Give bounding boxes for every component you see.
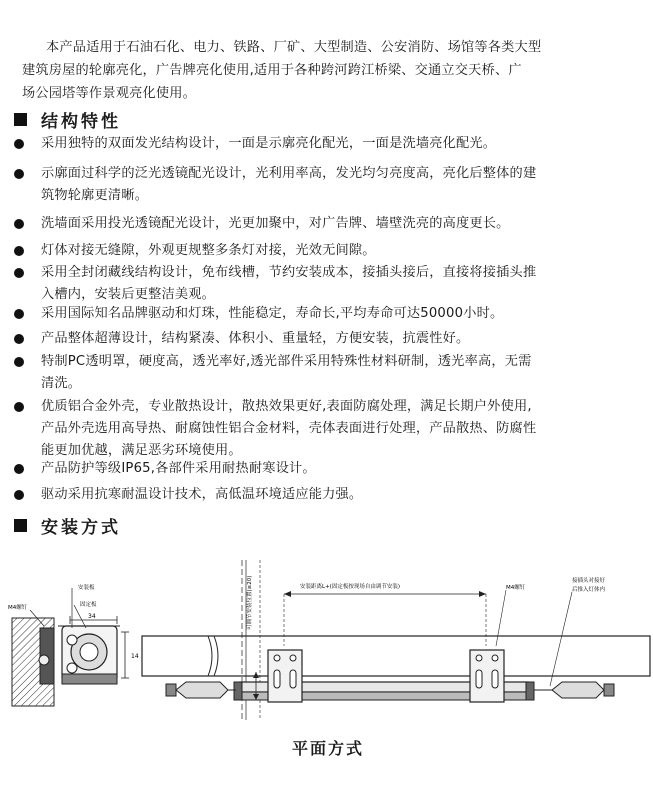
feature-line: 采用全封闭藏线结构设计，免布线槽，节约安装成本，接插头接后，直接将接插头推 [41,265,537,280]
intro-line: 本产品适用于石油石化、电力、铁路、厂矿、大型制造、公安消防、场馆等各类大型 [46,40,542,55]
feature-line: 洗墙面采用投光透镜配光设计，光更加聚中，对广告牌、墙壁洗亮的高度更长。 [41,216,510,231]
section-heading-structure [14,107,121,132]
label-plug-push: 后推入灯体内 [572,587,606,593]
feature-text [41,262,641,306]
feature-text [41,328,641,350]
bullet-dot-icon [14,219,24,229]
bullet-dot-icon [14,402,24,412]
bullet-dot-icon [14,309,24,319]
label-vertical-adjust: 可调节安装位置(≥20) [247,575,253,630]
square-bullet-icon [14,519,27,532]
intro-paragraph [22,36,642,105]
plan-view [142,560,650,720]
bullet-dot-icon [14,169,24,179]
bullet-dot-icon [14,334,24,344]
feature-line: 筑物轮廓更清晰。 [41,188,149,203]
intro-line: 建筑房屋的轮廓亮化，广告牌亮化使用,适用于各种跨河跨江桥梁、交通立交天桥、广 [22,63,522,78]
label-install-spacing: 安装距离L+(固定板按现场自由调节安装) [300,584,400,590]
dim-height: 14 [131,653,139,660]
label-mounting-plate: 安装板 [78,585,95,591]
section-title: 安装方式 [41,518,121,538]
label-m4-screw-right: M4螺钉 [506,585,526,591]
feature-line: 入槽内，安装后更整洁美观。 [41,287,216,302]
feature-line: 优质铝合金外壳，专业散热设计，散热效果更好,表面防腐处理，满足长期户外使用, [41,399,532,414]
feature-text [41,484,641,506]
diagram-caption: 平面方式 [292,739,365,758]
feature-text [41,458,641,480]
label-m4-screw-left: M4螺钉 [8,605,28,611]
feature-text [41,351,641,395]
feature-line: 采用国际知名品牌驱动和灯珠，性能稳定，寿命长,平均寿命可达50000小时。 [41,306,504,321]
feature-line: 产品防护等级IP65,各部件采用耐热耐寒设计。 [41,461,316,476]
feature-line: 灯体对接无缝隙，外观更规整多条灯对接，光效无间隙。 [41,243,376,258]
cross-section-detail [8,583,139,706]
feature-line: 清洗。 [41,376,82,391]
dim-width: 34 [88,613,96,620]
section-heading-install [14,513,121,538]
bullet-dot-icon [14,464,24,474]
bullet-dot-icon [14,490,24,500]
feature-line: 特制PC透明罩，硬度高，透光率好,透光部件采用特殊性材料研制，透光率高，无需 [41,354,532,369]
label-fixing-plate: 固定板 [80,602,97,608]
square-bullet-icon [14,113,27,126]
feature-text [41,396,641,462]
feature-line: 驱动采用抗寒耐温设计技术，高低温环境适应能力强。 [41,487,363,502]
feature-line: 产品外壳选用高导热、耐腐蚀性铝合金材料，壳体表面进行处理，产品散热、防腐性 [41,421,537,436]
feature-line: 产品整体超薄设计，结构紧凑、体积小、重量轻，方便安装，抗震性好。 [41,331,470,346]
feature-text [41,163,641,207]
feature-line: 示廓面过科学的泛光透镜配光设计，光利用率高，发光均匀亮度高，亮化后整体的建 [41,166,537,181]
bullet-dot-icon [14,268,24,278]
section-title: 结构特性 [41,112,121,132]
bullet-dot-icon [14,246,24,256]
bullet-dot-icon [14,139,24,149]
bullet-dot-icon [14,357,24,367]
feature-text [41,133,641,155]
feature-text [41,213,641,235]
feature-line: 采用独特的双面发光结构设计，一面是示廓亮化配光，一面是洗墙亮化配光。 [41,136,497,151]
installation-diagram [0,550,653,730]
feature-text [41,240,641,262]
feature-line: 能更加优越，满足恶劣环境使用。 [41,443,242,458]
intro-line: 场公园塔等作景观亮化使用。 [22,86,197,101]
label-plug-connect: 接插头对接好 [572,578,606,584]
feature-text [41,303,641,325]
